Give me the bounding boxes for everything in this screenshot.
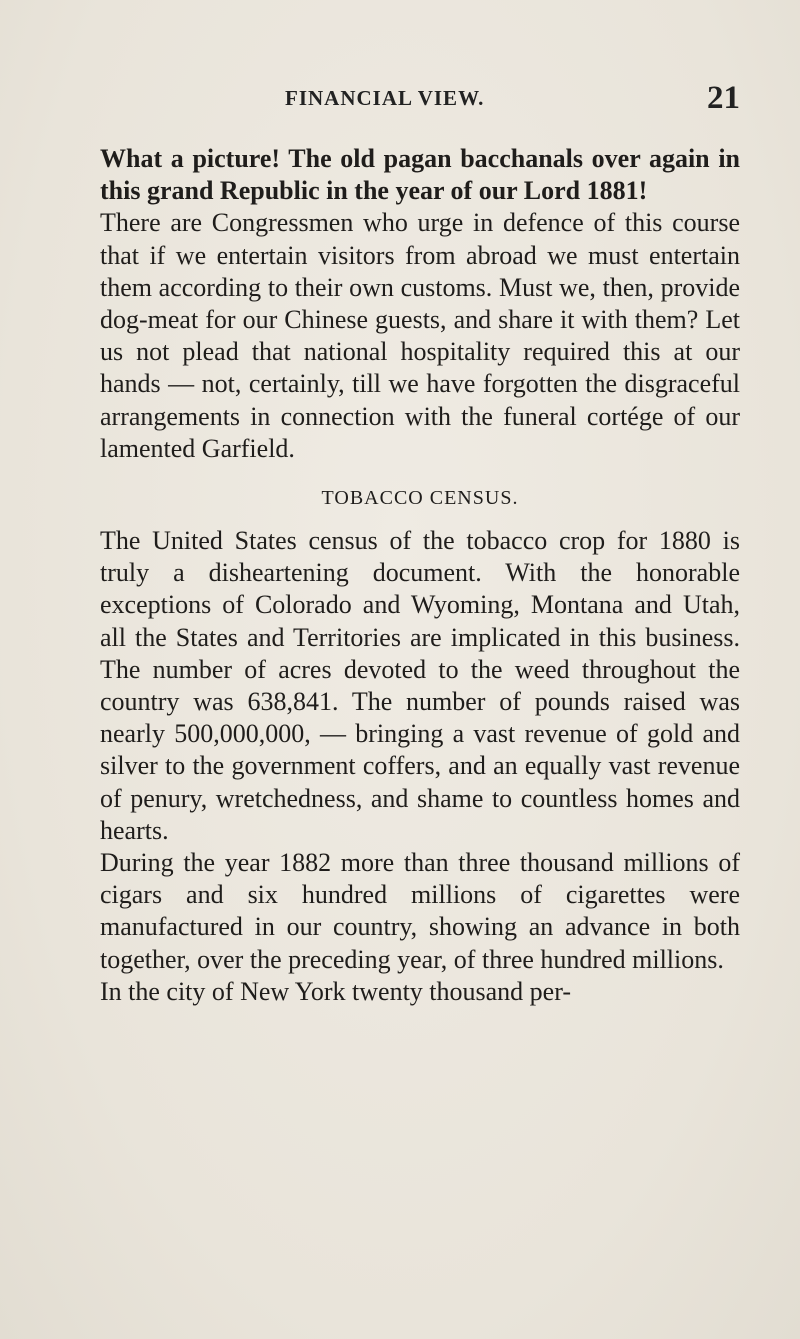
running-title: FINANCIAL VIEW. [285, 86, 485, 110]
running-head [100, 82, 740, 122]
paragraph-intro: What a picture! The old pagan bacchanals over again in this grand Republic in the year of our Lord 1881! [100, 144, 740, 206]
paragraph-census: The United States census of the tobacco crop for 1880 is truly a disheartening document. With the honorable exceptions of Colorado and Wyoming, Montana and Utah, all the States and Territories are implicated in this business. The number of acres devoted to the weed throughout the country was 638,841. The number of pounds raised was nearly 500,000,000, — bringing a vast revenue of gold and silver to the government coffers, and an equally vast revenue of penury, wretchedness, and shame to countless homes and hearts. [100, 526, 740, 845]
page-number: 21 [707, 80, 740, 116]
paragraph-congressmen: There are Congressmen who urge in defence of this course that if we entertain visitors from abroad we must entertain them according to their own customs. Must we, then, provide dog-meat for our Chinese guests, and share it with them? Let us not plead that national hospitality required this at our hands — not, certainly, till we have forgotten the disgraceful arrangements in connection with the funeral cortége of our lamented Garfield. [100, 208, 740, 463]
paragraph-cigars: During the year 1882 more than three thousand millions of cigars and six hundred millions of cigarettes were manufactured in our country, showing an advance in both together, over the preceding year, of three hundred millions. [100, 848, 740, 974]
body-text [100, 143, 740, 1008]
section-heading: TOBACCO CENSUS. [321, 487, 519, 510]
paragraph-new-york: In the city of New York twenty thousand per- [100, 976, 572, 1006]
